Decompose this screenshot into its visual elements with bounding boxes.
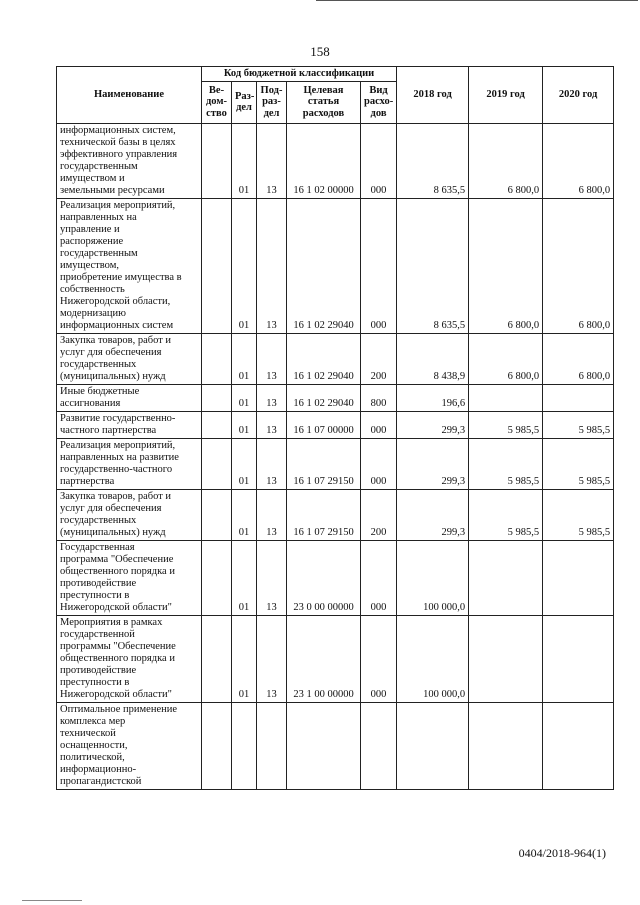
vedomstvo-cell	[202, 384, 232, 411]
amount-2018-cell	[397, 702, 469, 789]
table-row	[57, 540, 614, 615]
podrazdel-cell: 13	[257, 438, 287, 489]
expense-type-cell: 200	[361, 333, 397, 384]
table-row	[57, 615, 614, 702]
name-cell: Закупка товаров, работ и услуг для обеспечения государственных (муниципальных) нужд	[57, 333, 202, 384]
amount-2019-cell: 6 800,0	[469, 123, 543, 198]
target-article-cell	[287, 702, 361, 789]
table-row	[57, 384, 614, 411]
podrazdel-cell: 13	[257, 615, 287, 702]
podrazdel-cell: 13	[257, 333, 287, 384]
amount-2018-cell: 299,3	[397, 489, 469, 540]
header-2019: 2019 год	[469, 67, 543, 124]
razdel-cell: 01	[232, 384, 257, 411]
budget-table	[56, 66, 614, 790]
bottom-edge-line	[22, 900, 82, 903]
header-budget-code: Код бюджетной классификации	[202, 67, 397, 82]
target-article-cell: 16 1 07 00000	[287, 411, 361, 438]
podrazdel-cell: 13	[257, 489, 287, 540]
target-article-cell: 16 1 07 29150	[287, 438, 361, 489]
target-article-cell: 16 1 02 29040	[287, 384, 361, 411]
amount-2018-cell: 8 635,5	[397, 198, 469, 333]
page-number: 158	[310, 44, 330, 59]
vedomstvo-cell	[202, 489, 232, 540]
razdel-cell: 01	[232, 333, 257, 384]
expense-type-cell: 000	[361, 411, 397, 438]
vedomstvo-cell	[202, 702, 232, 789]
vedomstvo-cell	[202, 540, 232, 615]
razdel-cell: 01	[232, 438, 257, 489]
razdel-cell: 01	[232, 123, 257, 198]
target-article-cell: 23 1 00 00000	[287, 615, 361, 702]
vedomstvo-cell	[202, 615, 232, 702]
amount-2020-cell	[543, 702, 614, 789]
amount-2019-cell: 5 985,5	[469, 489, 543, 540]
name-cell: Государственная программа "Обеспечение общественного порядка и противодействие преступности в Нижегородской области"	[57, 540, 202, 615]
amount-2020-cell	[543, 384, 614, 411]
header-razdel: Раз- дел	[232, 81, 257, 123]
amount-2018-cell: 299,3	[397, 438, 469, 489]
target-article-cell: 16 1 02 29040	[287, 198, 361, 333]
header-2018: 2018 год	[397, 67, 469, 124]
expense-type-cell: 000	[361, 540, 397, 615]
amount-2018-cell: 100 000,0	[397, 540, 469, 615]
header-name: Наименование	[57, 67, 202, 124]
table-row	[57, 489, 614, 540]
name-cell: Закупка товаров, работ и услуг для обеспечения государственных (муниципальных) нужд	[57, 489, 202, 540]
expense-type-cell: 000	[361, 615, 397, 702]
expense-type-cell: 000	[361, 198, 397, 333]
table-row	[57, 123, 614, 198]
razdel-cell: 01	[232, 615, 257, 702]
amount-2020-cell: 5 985,5	[543, 489, 614, 540]
amount-2019-cell	[469, 615, 543, 702]
table-row	[57, 702, 614, 789]
amount-2019-cell	[469, 540, 543, 615]
header-row-1	[57, 67, 614, 82]
razdel-cell	[232, 702, 257, 789]
header-podrazdel: Под- раз- дел	[257, 81, 287, 123]
amount-2018-cell: 299,3	[397, 411, 469, 438]
podrazdel-cell	[257, 702, 287, 789]
expense-type-cell: 800	[361, 384, 397, 411]
table-row	[57, 411, 614, 438]
target-article-cell: 16 1 07 29150	[287, 489, 361, 540]
podrazdel-cell: 13	[257, 411, 287, 438]
razdel-cell: 01	[232, 489, 257, 540]
vedomstvo-cell	[202, 438, 232, 489]
amount-2019-cell	[469, 702, 543, 789]
vedomstvo-cell	[202, 333, 232, 384]
document-code: 0404/2018-964(1)	[518, 846, 606, 860]
header-vedomstvo: Ве- дом- ство	[202, 81, 232, 123]
amount-2019-cell: 6 800,0	[469, 333, 543, 384]
header-2020: 2020 год	[543, 67, 614, 124]
target-article-cell: 23 0 00 00000	[287, 540, 361, 615]
amount-2018-cell: 100 000,0	[397, 615, 469, 702]
podrazdel-cell: 13	[257, 540, 287, 615]
vedomstvo-cell	[202, 123, 232, 198]
target-article-cell: 16 1 02 29040	[287, 333, 361, 384]
amount-2018-cell: 196,6	[397, 384, 469, 411]
header-target-article: Целевая статья расходов	[287, 81, 361, 123]
expense-type-cell: 000	[361, 438, 397, 489]
razdel-cell: 01	[232, 411, 257, 438]
amount-2020-cell: 6 800,0	[543, 333, 614, 384]
top-edge-line	[316, 0, 638, 4]
table-row	[57, 438, 614, 489]
amount-2019-cell: 6 800,0	[469, 198, 543, 333]
amount-2020-cell: 5 985,5	[543, 438, 614, 489]
amount-2020-cell: 6 800,0	[543, 123, 614, 198]
name-cell: Реализация мероприятий, направленных на развитие государственно-частного партнерства	[57, 438, 202, 489]
target-article-cell: 16 1 02 00000	[287, 123, 361, 198]
name-cell: Иные бюджетные ассигнования	[57, 384, 202, 411]
expense-type-cell	[361, 702, 397, 789]
amount-2019-cell: 5 985,5	[469, 411, 543, 438]
amount-2020-cell	[543, 540, 614, 615]
name-cell: Реализация мероприятий, направленных на управление и распоряжение государственным имуществом, приобретение имущества в собственность Нижегородской области, модернизацию информационных систем	[57, 198, 202, 333]
table-row	[57, 333, 614, 384]
amount-2020-cell: 6 800,0	[543, 198, 614, 333]
podrazdel-cell: 13	[257, 198, 287, 333]
amount-2019-cell	[469, 384, 543, 411]
amount-2020-cell	[543, 615, 614, 702]
name-cell: Развитие государственно- частного партнерства	[57, 411, 202, 438]
amount-2018-cell: 8 635,5	[397, 123, 469, 198]
name-cell: информационных систем, технической базы в целях эффективного управления государственным имуществом и земельными ресурсами	[57, 123, 202, 198]
name-cell: Мероприятия в рамках государственной программы "Обеспечение общественного порядка и противодействие преступности в Нижегородской области"	[57, 615, 202, 702]
amount-2018-cell: 8 438,9	[397, 333, 469, 384]
expense-type-cell: 200	[361, 489, 397, 540]
expense-type-cell: 000	[361, 123, 397, 198]
razdel-cell: 01	[232, 540, 257, 615]
header-expense-type: Вид расхо- дов	[361, 81, 397, 123]
amount-2020-cell: 5 985,5	[543, 411, 614, 438]
vedomstvo-cell	[202, 411, 232, 438]
name-cell: Оптимальное применение комплекса мер технической оснащенности, политической, информационно- пропагандистской	[57, 702, 202, 789]
vedomstvo-cell	[202, 198, 232, 333]
table-row	[57, 198, 614, 333]
razdel-cell: 01	[232, 198, 257, 333]
podrazdel-cell: 13	[257, 123, 287, 198]
amount-2019-cell: 5 985,5	[469, 438, 543, 489]
podrazdel-cell: 13	[257, 384, 287, 411]
